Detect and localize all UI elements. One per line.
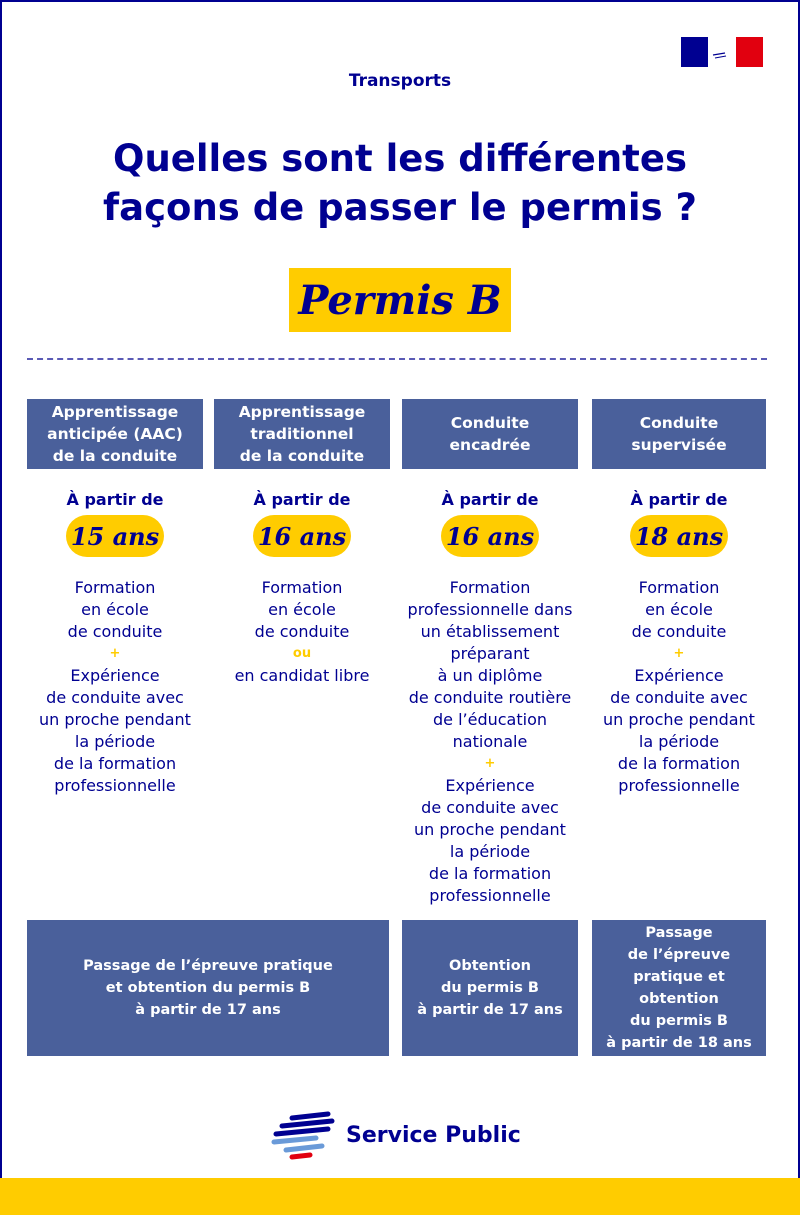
description-line: professionnelle dans — [407, 600, 573, 619]
separator: + — [673, 646, 685, 661]
age-label: À partir de — [66, 490, 164, 509]
description-line: en candidat libre — [234, 666, 370, 685]
description-line: Formation — [74, 578, 156, 597]
description-line: de la formation — [617, 754, 741, 773]
description-line: de conduite — [67, 622, 163, 641]
description-line: de conduite — [254, 622, 350, 641]
description-line: en école — [268, 600, 336, 619]
description-line: un établissement — [420, 622, 560, 641]
age-label: À partir de — [253, 490, 351, 509]
description-line: Expérience — [634, 666, 724, 685]
description-line: Expérience — [70, 666, 160, 685]
page-title — [0, 134, 800, 232]
description-line: professionnelle — [618, 776, 740, 795]
description-line: de conduite — [631, 622, 727, 641]
title-line-1: Quelles sont les différentes — [112, 137, 687, 180]
description-line: un proche pendant — [603, 710, 755, 729]
description-line: la période — [449, 842, 531, 861]
age-label: À partir de — [441, 490, 539, 509]
column-description — [21, 577, 209, 797]
description-line: la période — [638, 732, 720, 751]
description-line: de conduite avec — [610, 688, 748, 707]
result-box: Passage de l’épreuve pratique et obtention du permis B à partir de 18 ans — [592, 920, 766, 1056]
column-heading: Apprentissage traditionnel de la conduite — [214, 399, 390, 469]
title-line-2: façons de passer le permis ? — [103, 186, 697, 229]
column-heading: Conduite encadrée — [402, 399, 578, 469]
description-line: la période — [74, 732, 156, 751]
result-box: Passage de l’épreuve pratique et obtention du permis B à partir de 17 ans — [27, 920, 389, 1056]
description-line: préparant — [450, 644, 530, 663]
description-line: de la formation — [53, 754, 177, 773]
description-line: nationale — [452, 732, 528, 751]
column-description — [208, 577, 396, 687]
footer-band — [0, 1178, 800, 1215]
age-pill: 16 ans — [441, 515, 539, 557]
dashed-divider — [27, 358, 767, 360]
description-line: de conduite avec — [421, 798, 559, 817]
column-description — [586, 577, 772, 797]
description-line: à un diplôme — [437, 666, 543, 685]
service-public-stripes-icon — [270, 1110, 340, 1160]
column-heading: Apprentissage anticipée (AAC) de la conduite — [27, 399, 203, 469]
brand-name: Service Public — [346, 1122, 521, 1148]
description-line: Formation — [449, 578, 531, 597]
description-line: Formation — [261, 578, 343, 597]
description-line: en école — [645, 600, 713, 619]
result-box: Obtention du permis B à partir de 17 ans — [402, 920, 578, 1056]
description-line: un proche pendant — [39, 710, 191, 729]
age-pill: 16 ans — [253, 515, 351, 557]
category-label: Transports — [348, 71, 452, 91]
description-line: Formation — [638, 578, 720, 597]
age-pill: 15 ans — [66, 515, 164, 557]
marianne-flag-icon — [681, 37, 763, 67]
description-line: de la formation — [428, 864, 552, 883]
description-line: de l’éducation — [432, 710, 547, 729]
description-line: professionnelle — [54, 776, 176, 795]
service-public-logo — [270, 1110, 540, 1160]
description-line: un proche pendant — [414, 820, 566, 839]
description-line: de conduite avec — [46, 688, 184, 707]
separator: ou — [292, 646, 312, 661]
column-heading: Conduite supervisée — [592, 399, 766, 469]
description-line: en école — [81, 600, 149, 619]
separator: + — [109, 646, 121, 661]
separator: + — [484, 756, 496, 771]
description-line: Expérience — [445, 776, 535, 795]
column-description — [396, 577, 584, 907]
description-line: de conduite routière — [408, 688, 572, 707]
permis-badge: Permis B — [289, 268, 511, 332]
age-pill: 18 ans — [630, 515, 728, 557]
description-line: professionnelle — [429, 886, 551, 905]
age-label: À partir de — [630, 490, 728, 509]
